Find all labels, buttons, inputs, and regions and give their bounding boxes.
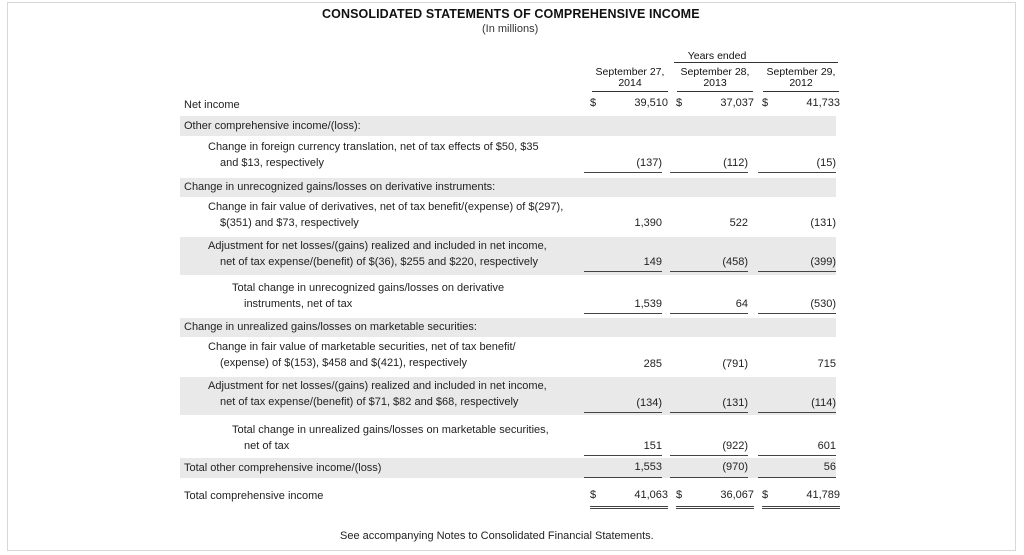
value-cell: 1,390 [634, 217, 662, 229]
value-cell: $ 39,510 [590, 97, 668, 109]
value-cell: $ 41,063 [590, 489, 668, 501]
value-cell: (530) [758, 298, 836, 310]
row-label-continued: net of tax expense/(benefit) of $(36), $255 and $220, respectively [220, 256, 538, 268]
value-cell: (131) [810, 217, 836, 229]
column-header-2012 [763, 67, 839, 89]
row-securities-header [180, 318, 836, 337]
value-cell: 601 [758, 440, 836, 452]
value-cell: $ 36,067 [676, 489, 754, 501]
row-label: Net income [184, 99, 240, 111]
value-cell: 1,553 [584, 461, 662, 473]
row-label: Total comprehensive income [184, 490, 324, 502]
value-cell: (399) [758, 256, 836, 268]
value-cell: 522 [729, 217, 748, 229]
row-label-continued: net of tax [244, 440, 290, 452]
column-header-line2: 2014 [618, 77, 642, 89]
row-label: Change in unrecognized gains/losses on derivative instruments: [184, 181, 496, 193]
value-cell: 151 [584, 440, 662, 452]
value-cell: 1,539 [584, 298, 662, 310]
row-securities-fair-value [180, 338, 836, 376]
value-cell: (922) [670, 440, 748, 452]
value-cell: (131) [670, 397, 748, 409]
row-label-continued: net of tax expense/(benefit) of $71, $82 and $68, respectively [220, 396, 519, 408]
row-label: Change in fair value of marketable securities, net of tax benefit/ [208, 341, 516, 353]
column-header-2013 [677, 67, 753, 89]
value-cell: (134) [584, 397, 662, 409]
row-label: Total change in unrealized gains/losses on marketable securities, [232, 424, 549, 436]
column-header-line1: September 27, [595, 66, 665, 78]
footnote: See accompanying Notes to Consolidated Financial Statements. [340, 530, 654, 542]
row-label-continued: and $13, respectively [220, 157, 324, 169]
row-label: Change in fair value of derivatives, net of tax benefit/(expense) of $(297), [208, 201, 564, 213]
value-cell: (970) [670, 461, 748, 473]
value-cell: 149 [584, 256, 662, 268]
value-cell: (791) [722, 358, 748, 370]
row-derivative-header [180, 178, 836, 197]
value-cell: $ 41,789 [762, 489, 840, 501]
years-ended-header: Years ended [687, 50, 747, 62]
row-label: Change in foreign currency translation, net of tax effects of $50, $35 [208, 141, 539, 153]
value-cell: $ 37,037 [676, 97, 754, 109]
row-label-continued: instruments, net of tax [244, 298, 353, 310]
column-header-2014 [592, 67, 668, 89]
row-label: Total other comprehensive income/(loss) [184, 462, 382, 474]
column-header-line2: 2012 [789, 77, 813, 89]
row-label-continued: (expense) of $(153), $458 and $(421), respectively [220, 357, 468, 369]
value-cell: (15) [758, 157, 836, 169]
value-cell: 64 [670, 298, 748, 310]
row-label: Adjustment for net losses/(gains) realized and included in net income, [208, 380, 547, 392]
years-ended-rule [674, 62, 838, 63]
column-header-line2: 2013 [703, 77, 727, 89]
value-cell: (114) [758, 397, 836, 409]
statement-subtitle: (In millions) [482, 23, 539, 35]
row-label: Adjustment for net losses/(gains) realized and included in net income, [208, 240, 547, 252]
value-cell: 56 [758, 461, 836, 473]
value-cell: 715 [817, 358, 836, 370]
row-label: Total change in unrecognized gains/losses on derivative [232, 282, 505, 294]
row-securities-adjustment [180, 377, 836, 415]
statement-title: CONSOLIDATED STATEMENTS OF COMPREHENSIVE INCOME [322, 7, 700, 21]
row-label: Change in unrealized gains/losses on marketable securities: [184, 321, 477, 333]
column-header-line1: September 29, [766, 66, 836, 78]
value-cell: (458) [670, 256, 748, 268]
value-cell: (137) [584, 157, 662, 169]
row-label: Other comprehensive income/(loss): [184, 120, 361, 132]
row-label-continued: $(351) and $73, respectively [220, 217, 359, 229]
row-other-comprehensive-header [180, 116, 836, 136]
value-cell: $ 41,733 [762, 97, 840, 109]
column-header-line1: September 28, [680, 66, 750, 78]
value-cell: (112) [670, 157, 748, 169]
value-cell: 285 [643, 358, 662, 370]
